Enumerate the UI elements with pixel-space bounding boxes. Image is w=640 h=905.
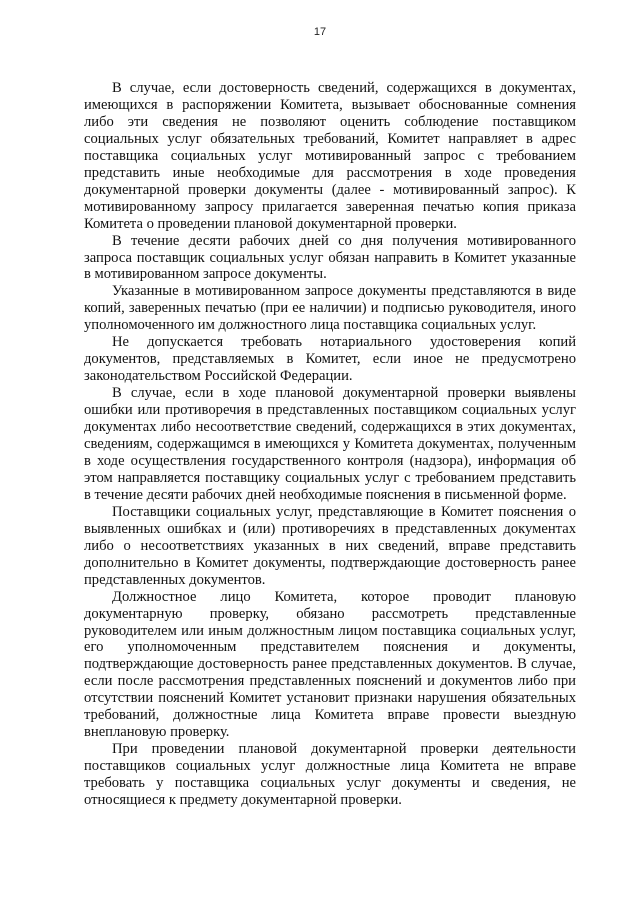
paragraph: Не допускается требовать нотариального удостоверения копий документов, представляемых в Комитет, если иное не предусмотрено законодательством Российской Федерации. (84, 334, 576, 385)
paragraph: Должностное лицо Комитета, которое проводит плановую документарную проверку, обязано рассмотреть представленные руководителем или иным должностным лицом поставщика социальных услуг, его уполномоченным представителем пояснения и документы, подтверждающие достоверность ранее представленных документов. В случае, если после рассмотрения представленных пояснений и документов либо при отсутствии пояснений Комитет установит признаки нарушения обязательных требований, должностные лица Комитета вправе провести выездную внеплановую проверку. (84, 588, 576, 741)
paragraph: В случае, если в ходе плановой документарной проверки выявлены ошибки или противоречия в представленных поставщиком социальных услуг документах либо несоответствие сведений, содержащихся в этих документах, сведениям, содержащимся в имеющихся у Комитета документах, полученным в ходе осуществления государственного контроля (надзора), информация об этом направляется поставщику социальных услуг с требованием представить в течение десяти рабочих дней необходимые пояснения в письменной форме. (84, 385, 576, 503)
document-body (84, 80, 576, 809)
paragraph: Указанные в мотивированном запросе документы представляются в виде копий, заверенных печатью (при ее наличии) и подписью руководителя, иного уполномоченного им должностного лица поставщика социальных услуг. (84, 283, 576, 334)
paragraph: В течение десяти рабочих дней со дня получения мотивированного запроса поставщик социальных услуг обязан направить в Комитет указанные в мотивированном запросе документы. (84, 232, 576, 283)
paragraph: Поставщики социальных услуг, представляющие в Комитет пояснения о выявленных ошибках и (или) противоречиях в представленных документах либо о несоответствиях указанных в них сведений, вправе представить дополнительно в Комитет документы, подтверждающие достоверность ранее представленных документов. (84, 503, 576, 588)
page-number: 17 (313, 26, 327, 38)
paragraph: При проведении плановой документарной проверки деятельности поставщиков социальных услуг должностные лица Комитета не вправе требовать у поставщика социальных услуг документы и сведения, не относящиеся к предмету документарной проверки. (84, 741, 576, 809)
paragraph: В случае, если достоверность сведений, содержащихся в документах, имеющихся в распоряжении Комитета, вызывает обоснованные сомнения либо эти сведения не позволяют оценить соблюдение поставщиком социальных услуг обязательных требований, Комитет направляет в адрес поставщика социальных услуг мотивированный запрос с требованием представить иные необходимые для рассмотрения в ходе проведения документарной проверки документы (далее - мотивированный запрос). К мотивированному запросу прилагается заверенная печатью копия приказа Комитета о проведении плановой документарной проверки. (84, 80, 576, 232)
